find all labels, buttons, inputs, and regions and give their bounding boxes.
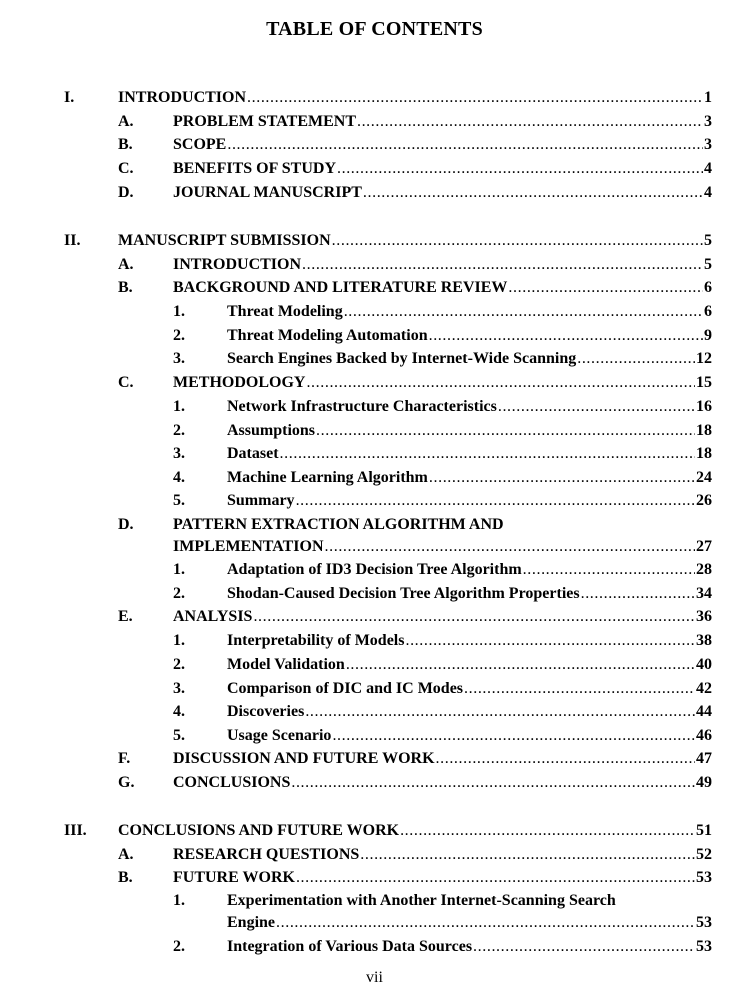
toc-entry-page: 38 [696,632,712,649]
toc-entry-subsection[interactable] [0,726,749,746]
toc-entry-label: Machine Learning Algorithm [227,469,428,486]
toc-entry-section[interactable] [0,773,749,793]
toc-entry-label: Model Validation [227,656,345,673]
toc-entry-page: 53 [696,938,712,955]
toc-leader-dots [332,726,695,746]
toc-entry-label: Discoveries [227,703,305,720]
toc-leader-dots [227,135,703,155]
toc-entry-page: 52 [696,846,712,863]
toc-entry-label: Threat Modeling Automation [227,327,428,344]
toc-entry-section[interactable] [0,845,749,865]
toc-entry-page: 4 [704,184,712,201]
toc-entry-section[interactable] [0,183,749,203]
toc-entry-number: D. [118,516,134,533]
toc-entry-label: Interpretability of Models [227,632,405,649]
toc-entry-number: 4. [173,469,185,486]
toc-leader-dots [316,421,695,441]
toc-leader-dots [344,302,703,322]
toc-entry-page: 36 [696,608,712,625]
toc-entry-subsection[interactable] [0,560,749,580]
toc-entry-subsection[interactable] [0,631,749,651]
toc-entry-page: 27 [696,538,712,555]
toc-entry-number: A. [118,256,134,273]
toc-entry-number: 1. [173,632,185,649]
toc-entry-label: CONCLUSIONS [173,774,291,791]
toc-leader-dots [305,702,695,722]
toc-entry-section-continued[interactable] [0,537,749,557]
toc-leader-dots [296,491,695,511]
toc-entry-page: 51 [696,822,712,839]
toc-leader-dots [473,937,695,957]
toc-entry-number: B. [118,136,133,153]
toc-entry-page: 5 [704,232,712,249]
toc-leader-dots [429,326,703,346]
toc-leader-dots [577,349,695,369]
toc-entry-label: DISCUSSION AND FUTURE WORK [173,750,435,767]
toc-entry-page: 28 [696,561,712,578]
toc-leader-dots [346,655,695,675]
toc-leader-dots [325,537,695,557]
toc-entry-number: 1. [173,561,185,578]
toc-entry-label: Search Engines Backed by Internet-Wide Scanning [227,350,577,367]
toc-entry-label: ANALYSIS [173,608,253,625]
toc-entry-number: III. [64,822,87,839]
toc-entry-number: 2. [173,938,185,955]
toc-entry-number: G. [118,774,135,791]
toc-entry-page: 16 [696,398,712,415]
toc-entry-label: JOURNAL MANUSCRIPT [173,184,362,201]
toc-entry-number: 5. [173,727,185,744]
toc-entry-number: 3. [173,680,185,697]
toc-entry-number: B. [118,279,133,296]
toc-entry-label: Integration of Various Data Sources [227,938,473,955]
toc-entry-page: 46 [696,727,712,744]
toc-leader-dots [337,159,703,179]
toc-entry-page: 4 [704,160,712,177]
toc-entry-label: MANUSCRIPT SUBMISSION [118,232,331,249]
toc-entry-section[interactable] [0,607,749,627]
toc-entry-page: 6 [704,279,712,296]
toc-leader-dots [332,231,703,251]
toc-entry-subsection[interactable] [0,702,749,722]
page-number-footer: vii [366,969,383,986]
toc-entry-section[interactable] [0,515,749,535]
toc-entry-number: 2. [173,327,185,344]
toc-entry-number: 2. [173,422,185,439]
toc-entry-label: Shodan-Caused Decision Tree Algorithm Properties [227,585,580,602]
toc-entry-label: Comparison of DIC and IC Modes [227,680,464,697]
toc-entry-label: INTRODUCTION [118,89,247,106]
toc-entry-label: Dataset [227,445,279,462]
toc-entry-label: CONCLUSIONS AND FUTURE WORK [118,822,400,839]
toc-entry-subsection-continued[interactable] [0,913,749,933]
toc-entry-subsection[interactable] [0,937,749,957]
toc-entry-number: A. [118,113,134,130]
toc-entry-number: 3. [173,445,185,462]
toc-entry-number: A. [118,846,134,863]
toc-leader-dots [357,112,703,132]
toc-entry-number: II. [64,232,81,249]
toc-entry-number: I. [64,89,75,106]
toc-entry-number: 2. [173,585,185,602]
toc-leader-dots [253,607,695,627]
toc-entry-label: SCOPE [173,136,227,153]
toc-entry-section[interactable] [0,868,749,888]
toc-entry-label: METHODOLOGY [173,374,306,391]
toc-leader-dots [280,444,695,464]
toc-entry-label: Adaptation of ID3 Decision Tree Algorithm [227,561,522,578]
toc-entry-page: 24 [696,469,712,486]
toc-entry-subsection[interactable] [0,491,749,511]
toc-entry-subsection[interactable] [0,584,749,604]
toc-entry-section[interactable] [0,135,749,155]
toc-leader-dots [291,773,695,793]
toc-entry-page: 40 [696,656,712,673]
toc-entry-label: Summary [227,492,295,509]
toc-leader-dots [436,749,695,769]
toc-entry-subsection[interactable] [0,326,749,346]
toc-entry-page: 18 [696,445,712,462]
toc-entry-label: BENEFITS OF STUDY [173,160,336,177]
toc-entry-page: 6 [704,303,712,320]
toc-entry-label: FUTURE WORK [173,869,295,886]
toc-entry-chapter[interactable] [0,231,749,251]
toc-entry-number: 5. [173,492,185,509]
toc-entry-number: C. [118,160,134,177]
toc-leader-dots [405,631,695,651]
toc-entry-page: 44 [696,703,712,720]
toc-entry-page: 47 [696,750,712,767]
toc-leader-dots [296,868,695,888]
toc-entry-page: 53 [696,914,712,931]
toc-entry-subsection[interactable] [0,302,749,322]
toc-leader-dots [464,679,695,699]
toc-entry-label: Assumptions [227,422,316,439]
toc-entry-page: 49 [696,774,712,791]
toc-entry-number: 3. [173,350,185,367]
toc-entry-number: 4. [173,703,185,720]
toc-entry-page: 3 [704,113,712,130]
toc-leader-dots [498,397,695,417]
toc-leader-dots [429,468,695,488]
toc-entry-chapter[interactable] [0,821,749,841]
toc-entry-page: 18 [696,422,712,439]
toc-entry-page: 26 [696,492,712,509]
toc-entry-number: 1. [173,892,185,909]
toc-entry-page: 5 [704,256,712,273]
toc-entry-label: Usage Scenario [227,727,332,744]
toc-entry-subsection[interactable] [0,444,749,464]
toc-entry-subsection[interactable] [0,679,749,699]
toc-entry-subsection[interactable] [0,655,749,675]
toc-entry-section[interactable] [0,112,749,132]
toc-entry-page: 15 [696,374,712,391]
toc-leader-dots [306,373,695,393]
toc-entry-label: INTRODUCTION [173,256,302,273]
toc-entry-number: C. [118,374,134,391]
toc-entry-section[interactable] [0,373,749,393]
toc-entry-label: IMPLEMENTATION [173,538,324,555]
toc-entry-label: PATTERN EXTRACTION ALGORITHM AND [173,516,504,533]
toc-entry-section[interactable] [0,278,749,298]
toc-entry-chapter[interactable] [0,88,749,108]
toc-entry-number: E. [118,608,133,625]
toc-entry-label: RESEARCH QUESTIONS [173,846,360,863]
toc-entry-page: 34 [696,585,712,602]
toc-entry-page: 42 [696,680,712,697]
toc-entry-label: BACKGROUND AND LITERATURE REVIEW [173,279,508,296]
toc-entry-page: 1 [704,89,712,106]
toc-entry-subsection[interactable] [0,421,749,441]
toc-entry-page: 9 [704,327,712,344]
toc-entry-label: Engine [227,914,276,931]
toc-entry-number: F. [118,750,131,767]
toc-leader-dots [523,560,695,580]
toc-leader-dots [360,845,695,865]
toc-entry-subsection[interactable] [0,468,749,488]
toc-entry-page: 3 [704,136,712,153]
toc-leader-dots [363,183,703,203]
toc-leader-dots [302,255,703,275]
toc-entry-number: 2. [173,656,185,673]
toc-entry-subsection[interactable] [0,397,749,417]
toc-entry-label: Network Infrastructure Characteristics [227,398,497,415]
toc-entry-number: B. [118,869,133,886]
toc-leader-dots [581,584,695,604]
page-title: TABLE OF CONTENTS [266,18,483,40]
toc-leader-dots [247,88,703,108]
toc-entry-label: Experimentation with Another Internet-Scanning Search [227,892,616,909]
toc-entry-section[interactable] [0,255,749,275]
toc-entry-section[interactable] [0,749,749,769]
toc-entry-subsection[interactable] [0,891,749,911]
toc-entry-page: 53 [696,869,712,886]
toc-entry-label: PROBLEM STATEMENT [173,113,356,130]
toc-entry-number: D. [118,184,134,201]
toc-entry-number: 1. [173,398,185,415]
toc-leader-dots [508,278,703,298]
toc-leader-dots [400,821,695,841]
toc-entry-label: Threat Modeling [227,303,343,320]
toc-entry-subsection[interactable] [0,349,749,369]
toc-leader-dots [276,913,695,933]
toc-entry-page: 12 [696,350,712,367]
toc-entry-section[interactable] [0,159,749,179]
toc-entry-number: 1. [173,303,185,320]
